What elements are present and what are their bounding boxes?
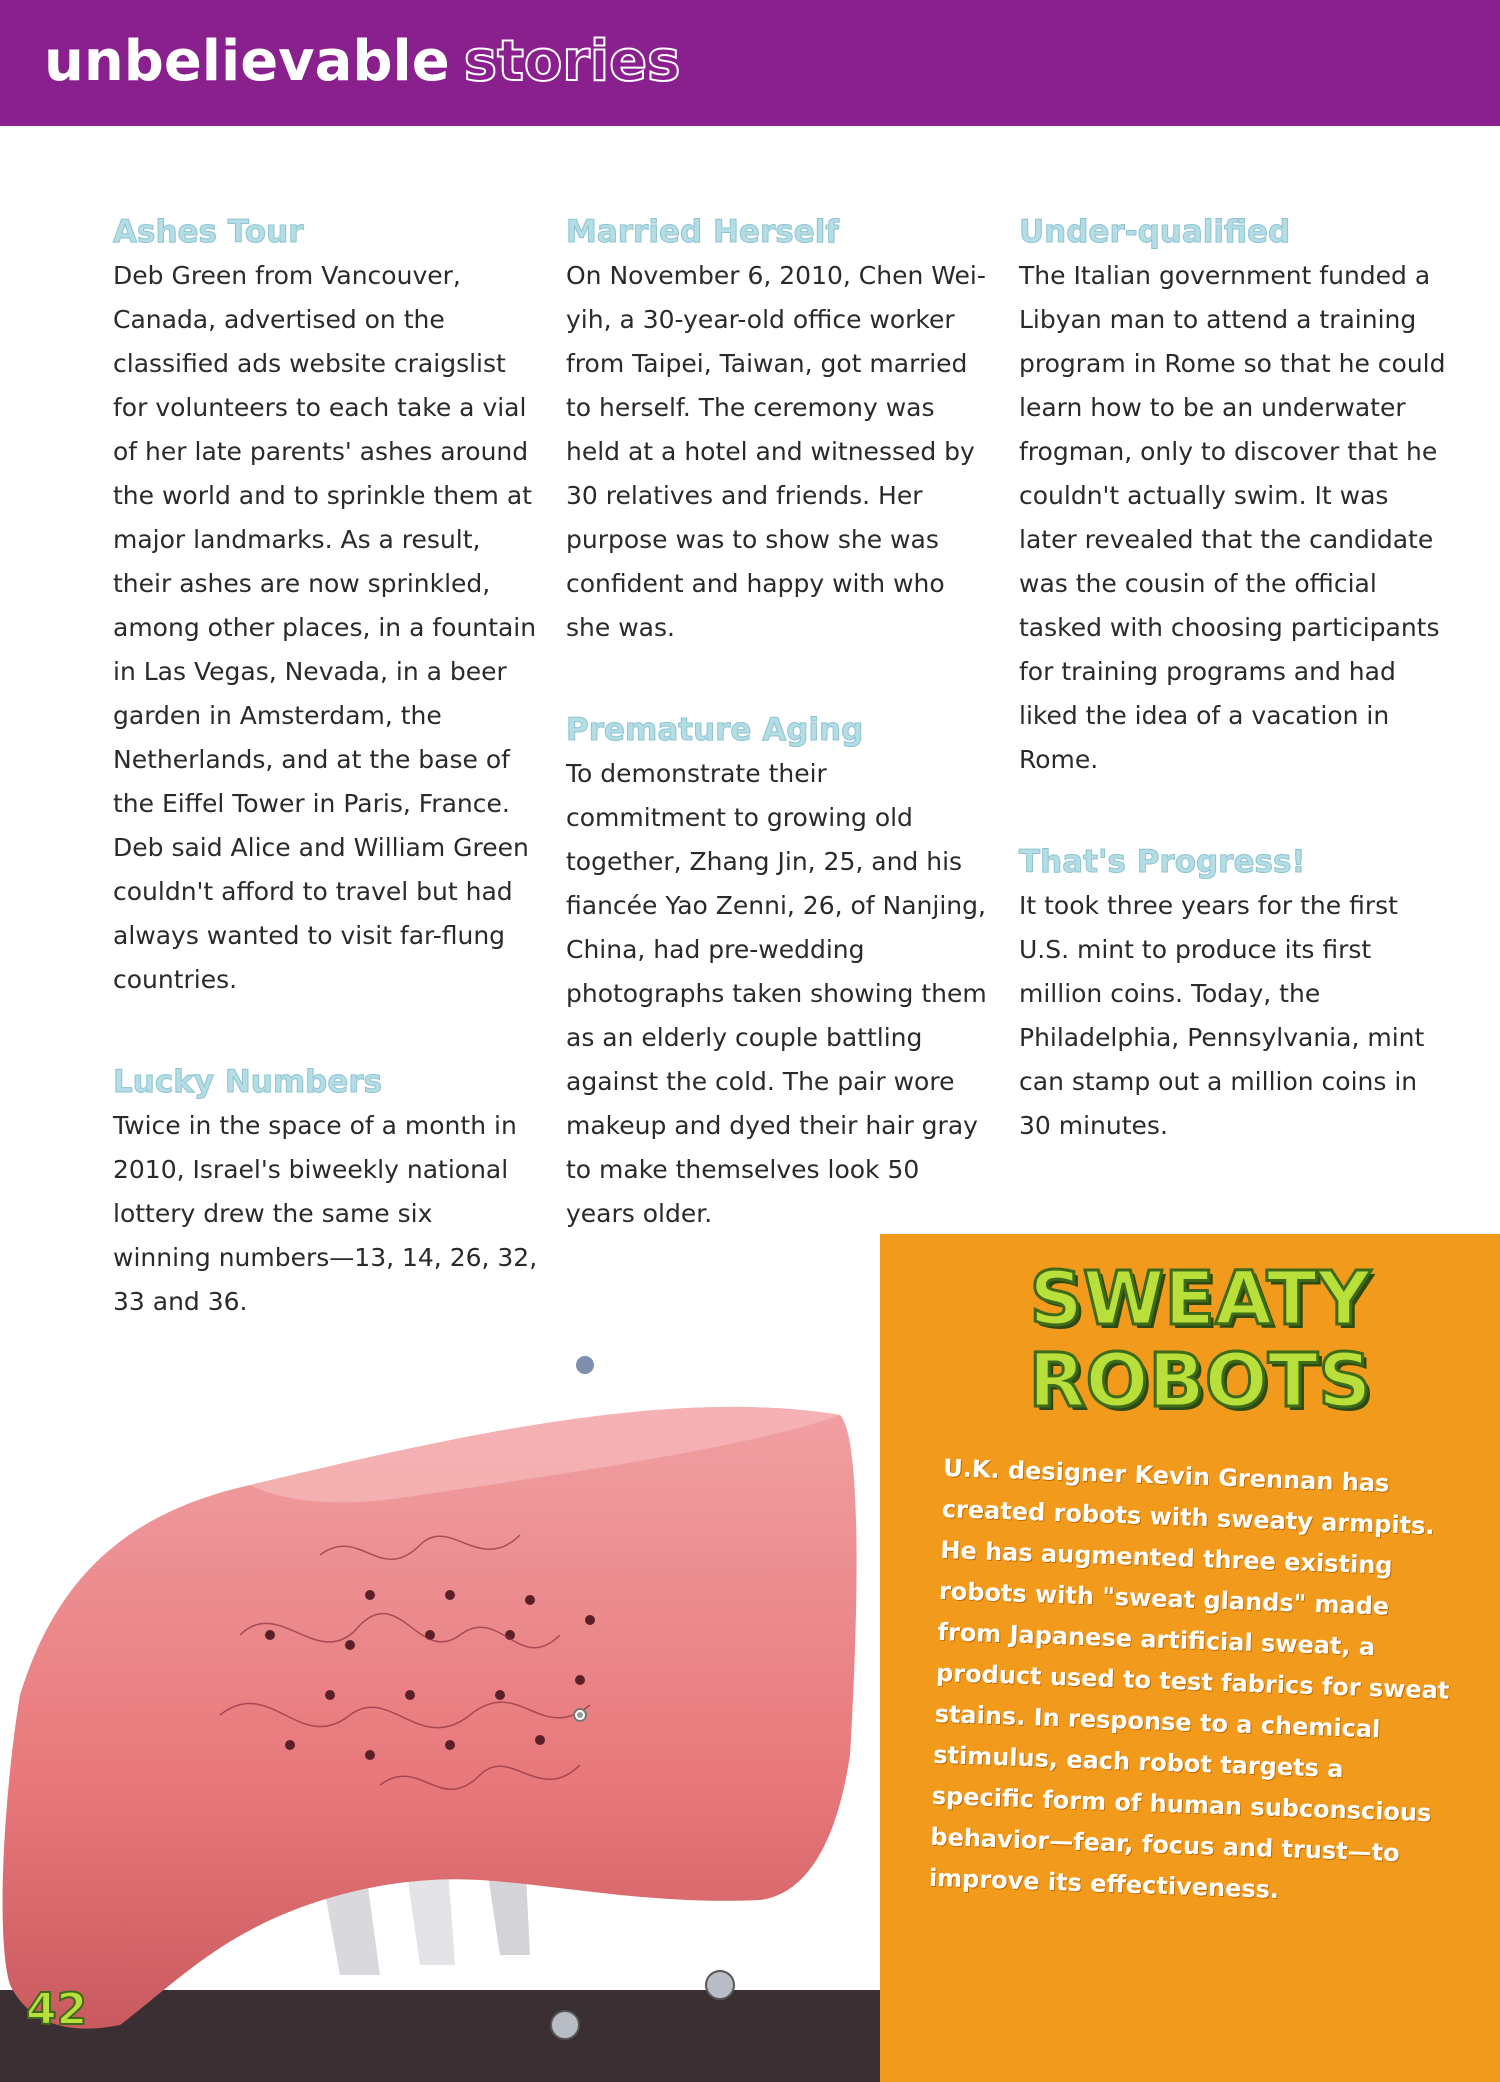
story-premature-aging: [566, 708, 991, 1236]
story-body: It took three years for the first U.S. mint to produce its first million coins. Today, the Philadelphia, Pennsylvania, mint can stamp out a million coins in 30 minutes.: [1019, 891, 1425, 1140]
story-under-qualified: [1019, 210, 1449, 782]
story-married-herself: [566, 210, 991, 650]
story-lucky-numbers: [113, 1060, 538, 1324]
story-body: On November 6, 2010, Chen Wei-yih, a 30-year-old office worker from Taipei, Taiwan, got married to herself. The ceremony was held at a hotel and witnessed by 30 relatives and friends. Her purpose was to show she was confident and happy with who she was.: [566, 261, 986, 642]
story-title: Ashes Tour: [113, 214, 304, 250]
column-3: [1019, 210, 1449, 1206]
story-body: The Italian government funded a Libyan man to attend a training program in Rome so that he could learn how to be an underwater frogman, only to discover that he couldn't actually swim. It was later revealed that the candidate was the cousin of the official tasked with choosing participants for training programs and had liked the idea of a vacation in Rome.: [1019, 261, 1446, 774]
story-body: Twice in the space of a month in 2010, Israel's biweekly national lottery drew the same six winning numbers—13, 14, 26, 32, 33 and 36.: [113, 1111, 538, 1316]
story-body: To demonstrate their commitment to growing old together, Zhang Jin, 25, and his fiancée Yao Zenni, 26, of Nanjing, China, had pre-wedding photographs taken showing them as an elderly couple battling against the cold. The pair wore makeup and dyed their hair gray to make themselves look 50 years older.: [566, 759, 987, 1228]
story-title: Premature Aging: [566, 712, 864, 748]
story-title: Married Herself: [566, 214, 839, 250]
story-title: Lucky Numbers: [113, 1064, 383, 1100]
section-title: [44, 26, 680, 98]
story-ashes-tour: [113, 210, 538, 1002]
story-body: Deb Green from Vancouver, Canada, advertised on the classified ads website craigslist for volunteers to each take a vial of her late parents' ashes around the world and to sprinkle them at major landmarks. As a result, their ashes are now sprinkled, among other places, in a fountain in Las Vegas, Nevada, in a beer garden in Amsterdam, the Netherlands, and at the base of the Eiffel Tower in Paris, France. Deb said Alice and William Green couldn't afford to travel but had always wanted to visit far-flung countries.: [113, 261, 537, 994]
section-title-word-2: stories: [463, 29, 681, 94]
story-title: Under-qualified: [1019, 214, 1291, 250]
column-1: [113, 210, 538, 1382]
sidebar-body: U.K. designer Kevin Grennan has created robots with sweaty armpits. He has augmented three existing robots with "sweat glands" made from Japanese artificial sweat, a product used to test fabrics for sweat stains. In response to a chemical stimulus, each robot targets a specific form of human subconscious behavior—fear, focus and trust—to improve its effectiveness.: [928, 1453, 1450, 1904]
page-header: [0, 0, 1500, 126]
story-title: That's Progress!: [1019, 844, 1306, 880]
section-title-word-1: unbelievable: [44, 29, 450, 94]
page-number: 42: [26, 1984, 88, 2035]
robot-photo: [0, 1335, 940, 2082]
story-thats-progress: [1019, 840, 1449, 1148]
column-2: [566, 210, 991, 1294]
sidebar-title: SWEATY ROBOTS: [1028, 1256, 1372, 1424]
